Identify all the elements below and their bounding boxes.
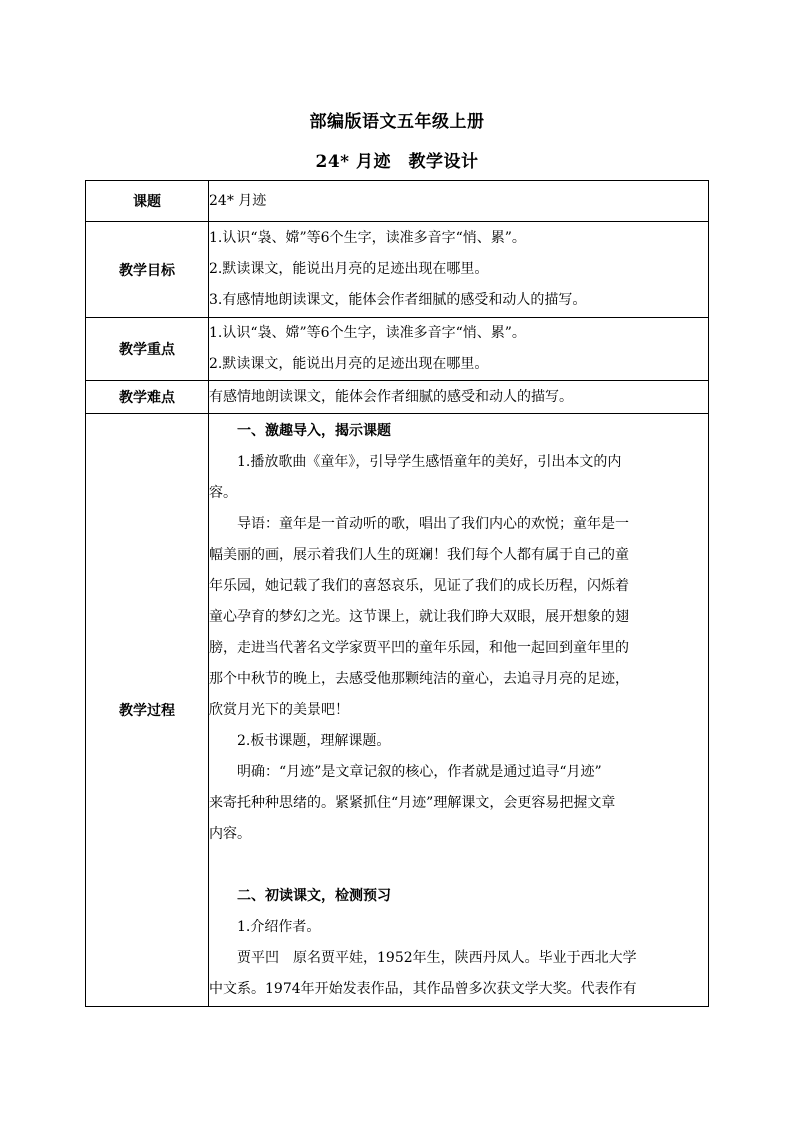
difficulty-content	[209, 381, 709, 414]
paragraph-line: 1.播放歌曲《童年》，引导学生感悟童年的美好，引出本文的内	[237, 454, 622, 470]
paragraph-line: 容。	[209, 485, 237, 501]
difficulty-label: 教学难点	[86, 381, 209, 414]
goal-line: 1.认识“袅、嫦”等6个生字，读准多音字“悄、累”。	[209, 230, 526, 246]
paragraph-line: 童心孕育的梦幻之光。这节课上，就让我们睁大双眼，展开想象的翅	[209, 609, 629, 625]
table-row-process	[86, 414, 709, 1007]
key-point-line: 2.默读课文，能说出月亮的足迹出现在哪里。	[209, 356, 489, 372]
paragraph-line: 2.板书课题，理解课题。	[237, 733, 391, 749]
paragraph-line: 导语：童年是一首动听的歌，唱出了我们内心的欢悦；童年是一	[237, 516, 629, 532]
paragraph-line: 幅美丽的画，展示着我们人生的斑斓！我们每个人都有属于自己的童	[209, 547, 629, 563]
topic-label: 课题	[86, 181, 209, 222]
table-row-difficulty	[86, 381, 709, 414]
paragraph-line: 膀，走进当代著名文学家贾平凹的童年乐园，和他一起回到童年里的	[209, 640, 629, 656]
key-point-line: 1.认识“袅、嫦”等6个生字，读准多音字“悄、累”。	[209, 325, 526, 341]
paragraph-line: 中文系。1974年开始发表作品，其作品曾多次获文学大奖。代表作有	[209, 981, 637, 997]
paragraph-line: 年乐园，她记载了我们的喜怒哀乐，见证了我们的成长历程，闪烁着	[209, 578, 629, 594]
process-content	[209, 414, 709, 1007]
topic-value	[209, 181, 709, 222]
document-title: 部编版语文五年级上册	[309, 112, 485, 132]
goal-line: 3.有感情地朗读课文，能体会作者细腻的感受和动人的描写。	[209, 292, 587, 308]
paragraph-line: 那个中秋节的晚上，去感受他那颗纯洁的童心，去追寻月亮的足迹，	[209, 671, 629, 687]
topic-text: 24* 月迹	[209, 192, 267, 209]
table-row-topic	[86, 181, 709, 222]
goals-content	[209, 222, 709, 318]
paragraph-line: 明确：“月迹”是文章记叙的核心，作者就是通过追寻“月迹”	[237, 764, 602, 780]
paragraph-line: 1.介绍作者。	[237, 919, 321, 935]
blank-line	[209, 850, 708, 881]
table-row-goals	[86, 222, 709, 318]
process-label: 教学过程	[86, 414, 209, 1007]
paragraph-line: 欣赏月光下的美景吧！	[209, 702, 349, 718]
lesson-plan-table	[85, 180, 709, 1007]
section-heading: 一、激趣导入，揭示课题	[237, 423, 391, 439]
paragraph-line: 贾平凹 原名贾平娃，1952年生，陕西丹凤人。毕业于西北大学	[237, 950, 637, 966]
document-subtitle: 24* 月迹 教学设计	[315, 152, 479, 172]
table-row-key-points	[86, 318, 709, 381]
goal-line: 2.默读课文，能说出月亮的足迹出现在哪里。	[209, 261, 489, 277]
paragraph-line: 内容。	[209, 826, 251, 842]
difficulty-text: 有感情地朗读课文，能体会作者细腻的感受和动人的描写。	[209, 388, 573, 405]
key-points-content	[209, 318, 709, 381]
key-points-label: 教学重点	[86, 318, 209, 381]
section-heading: 二、初读课文，检测预习	[237, 888, 391, 904]
paragraph-line: 来寄托种种思绪的。紧紧抓住“月迹”理解课文，会更容易把握文章	[209, 795, 616, 811]
goals-label: 教学目标	[86, 222, 209, 318]
